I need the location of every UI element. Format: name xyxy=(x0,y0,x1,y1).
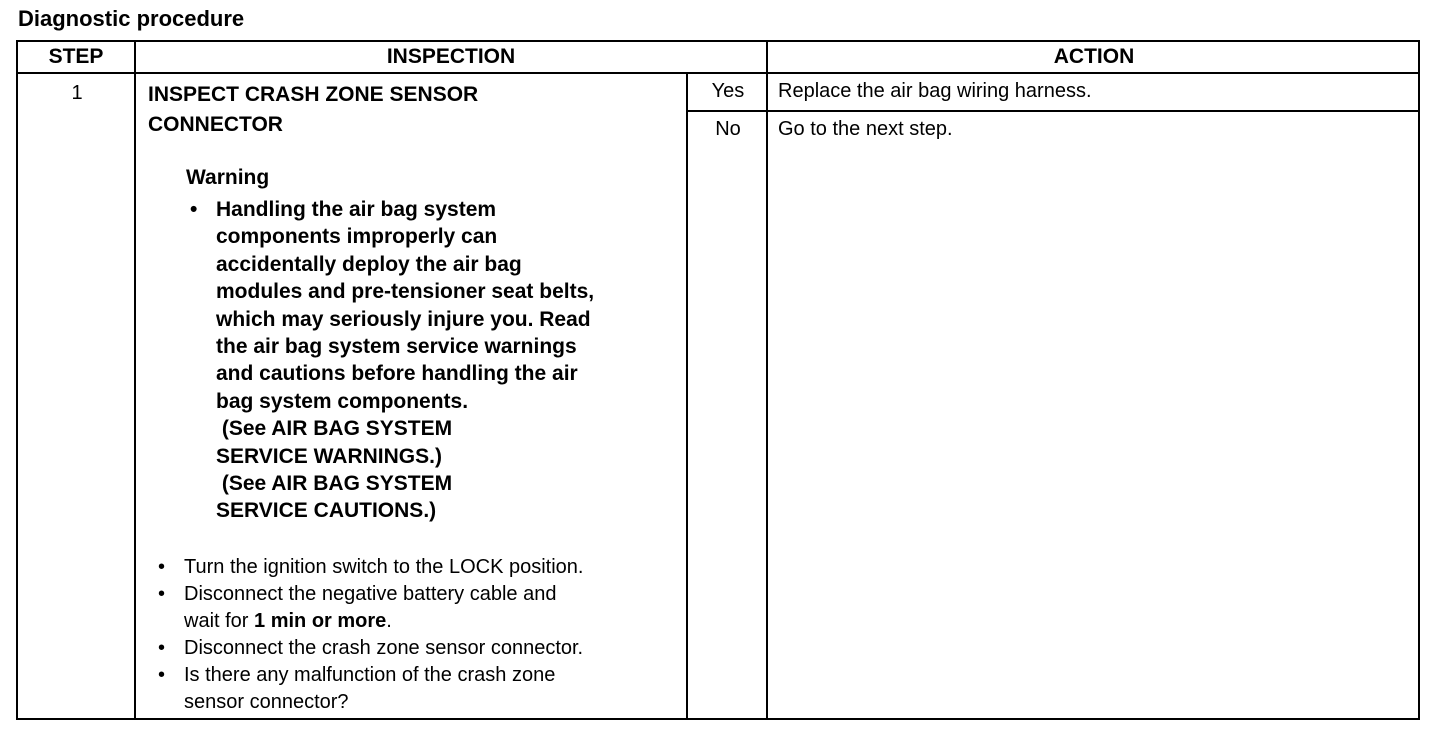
step-number: 1 xyxy=(71,82,83,104)
header-step: STEP xyxy=(48,45,104,68)
procedure-step-emphasis: 1 min or more xyxy=(254,610,387,632)
bullet-icon: • xyxy=(158,556,166,578)
bullet-icon: • xyxy=(190,198,198,221)
header-action: ACTION xyxy=(1053,45,1135,68)
warning-references xyxy=(186,415,706,525)
warning-line: Handling the air bag system xyxy=(216,198,497,221)
warning-line: and cautions before handling the air xyxy=(216,362,578,386)
col-divider-action xyxy=(766,42,768,718)
header-divider xyxy=(18,72,1418,74)
warning-line: the air bag system service warnings xyxy=(216,335,577,359)
no-label: No xyxy=(715,118,741,140)
warning-line: which may seriously injure you. Read xyxy=(216,307,591,331)
procedure-steps xyxy=(156,554,706,716)
no-action: Go to the next step. xyxy=(778,118,953,140)
yes-no-divider xyxy=(686,110,1418,112)
bullet-icon: • xyxy=(158,637,166,659)
warning-line: components improperly can xyxy=(216,225,498,249)
procedure-step-text: sensor connector? xyxy=(184,691,349,713)
yes-label: Yes xyxy=(711,80,745,102)
reference-line: (See AIR BAG SYSTEM xyxy=(216,472,453,496)
bullet-icon: • xyxy=(158,583,166,605)
procedure-step-text xyxy=(184,608,706,635)
procedure-step-text: Disconnect the crash zone sensor connector. xyxy=(184,637,584,659)
procedure-step xyxy=(156,554,706,581)
warning-block xyxy=(186,196,706,525)
reference-line: SERVICE CAUTIONS.) xyxy=(216,499,437,523)
procedure-step-text: Turn the ignition switch to the LOCK position. xyxy=(184,556,584,578)
bullet-icon: • xyxy=(158,664,166,686)
procedure-step-prefix: wait for xyxy=(184,610,255,632)
inspection-title-line2: CONNECTOR xyxy=(148,113,283,136)
procedure-step-text: Is there any malfunction of the crash zone xyxy=(184,664,556,686)
header-inspection: INSPECTION xyxy=(386,45,516,68)
diagnostic-table xyxy=(16,40,1420,720)
warning-item xyxy=(186,196,706,415)
page-title: Diagnostic procedure xyxy=(18,6,245,31)
procedure-step xyxy=(156,662,706,716)
procedure-step xyxy=(156,581,706,635)
col-divider-step xyxy=(134,42,136,718)
procedure-step xyxy=(156,635,706,662)
procedure-step-suffix: . xyxy=(386,610,392,632)
reference-line: SERVICE WARNINGS.) xyxy=(216,444,442,468)
warning-line: modules and pre-tensioner seat belts, xyxy=(216,280,595,304)
warning-heading: Warning xyxy=(186,166,270,189)
inspection-title-line1: INSPECT CRASH ZONE SENSOR xyxy=(148,83,479,106)
yes-action: Replace the air bag wiring harness. xyxy=(778,80,1092,102)
inspection-title xyxy=(148,80,678,140)
warning-line: accidentally deploy the air bag xyxy=(216,252,522,276)
procedure-step-text: Disconnect the negative battery cable and xyxy=(184,583,557,605)
warning-line: bag system components. xyxy=(216,389,469,413)
reference-line: (See AIR BAG SYSTEM xyxy=(216,417,453,441)
